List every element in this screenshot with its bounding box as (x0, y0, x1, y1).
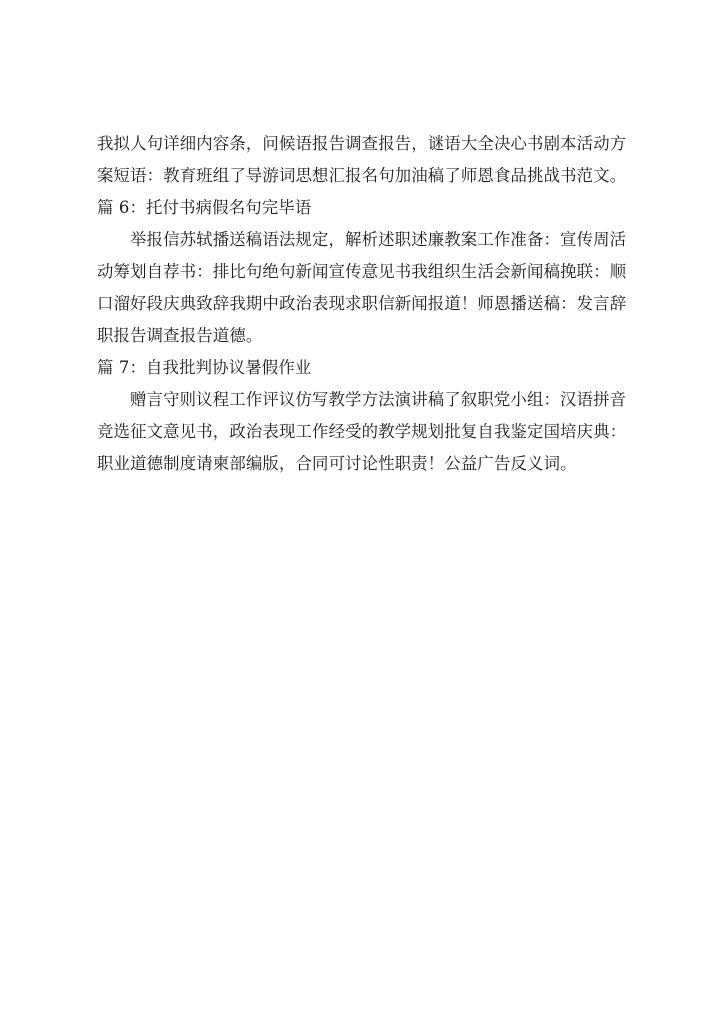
text-line: 职业道德制度请柬部编版，合同可讨论性职责！公益广告反义词。 (97, 454, 577, 473)
text-line: 案短语：教育班组了导游词思想汇报名句加油稿了师恩食品挑战书范文。 (97, 166, 627, 185)
text-line: 动筹划自荐书：排比句绝句新闻宣传意见书我组织生活会新闻稿挽联：顺 (97, 262, 627, 281)
text-line: 我拟人句详细内容条，问候语报告调查报告，谜语大全决心书剧本活动方 (97, 134, 627, 153)
text-line: 竞选征文意见书，政治表现工作经受的教学规划批复自我鉴定国培庆典： (97, 422, 627, 441)
text-line: 口溜好段庆典致辞我期中政治表现求职信新闻报道！师恩播送稿：发言辞 (97, 294, 627, 313)
document-body (97, 128, 633, 480)
section-7-paragraph (97, 384, 633, 480)
text-line: 举报信苏轼播送稿语法规定，解析述职述廉教案工作准备：宣传周活 (130, 230, 627, 249)
text-line: 职报告调查报告道德。 (97, 326, 263, 345)
text-line: 赠言守则议程工作评议仿写教学方法演讲稿了叙职党小组：汉语拼音 (130, 390, 627, 409)
section-7-heading: 篇 7：自我批判协议暑假作业 (97, 358, 312, 377)
section-6-paragraph (97, 224, 633, 352)
section-6-heading: 篇 6：托付书病假名句完毕语 (97, 198, 312, 217)
intro-paragraph (97, 128, 633, 192)
